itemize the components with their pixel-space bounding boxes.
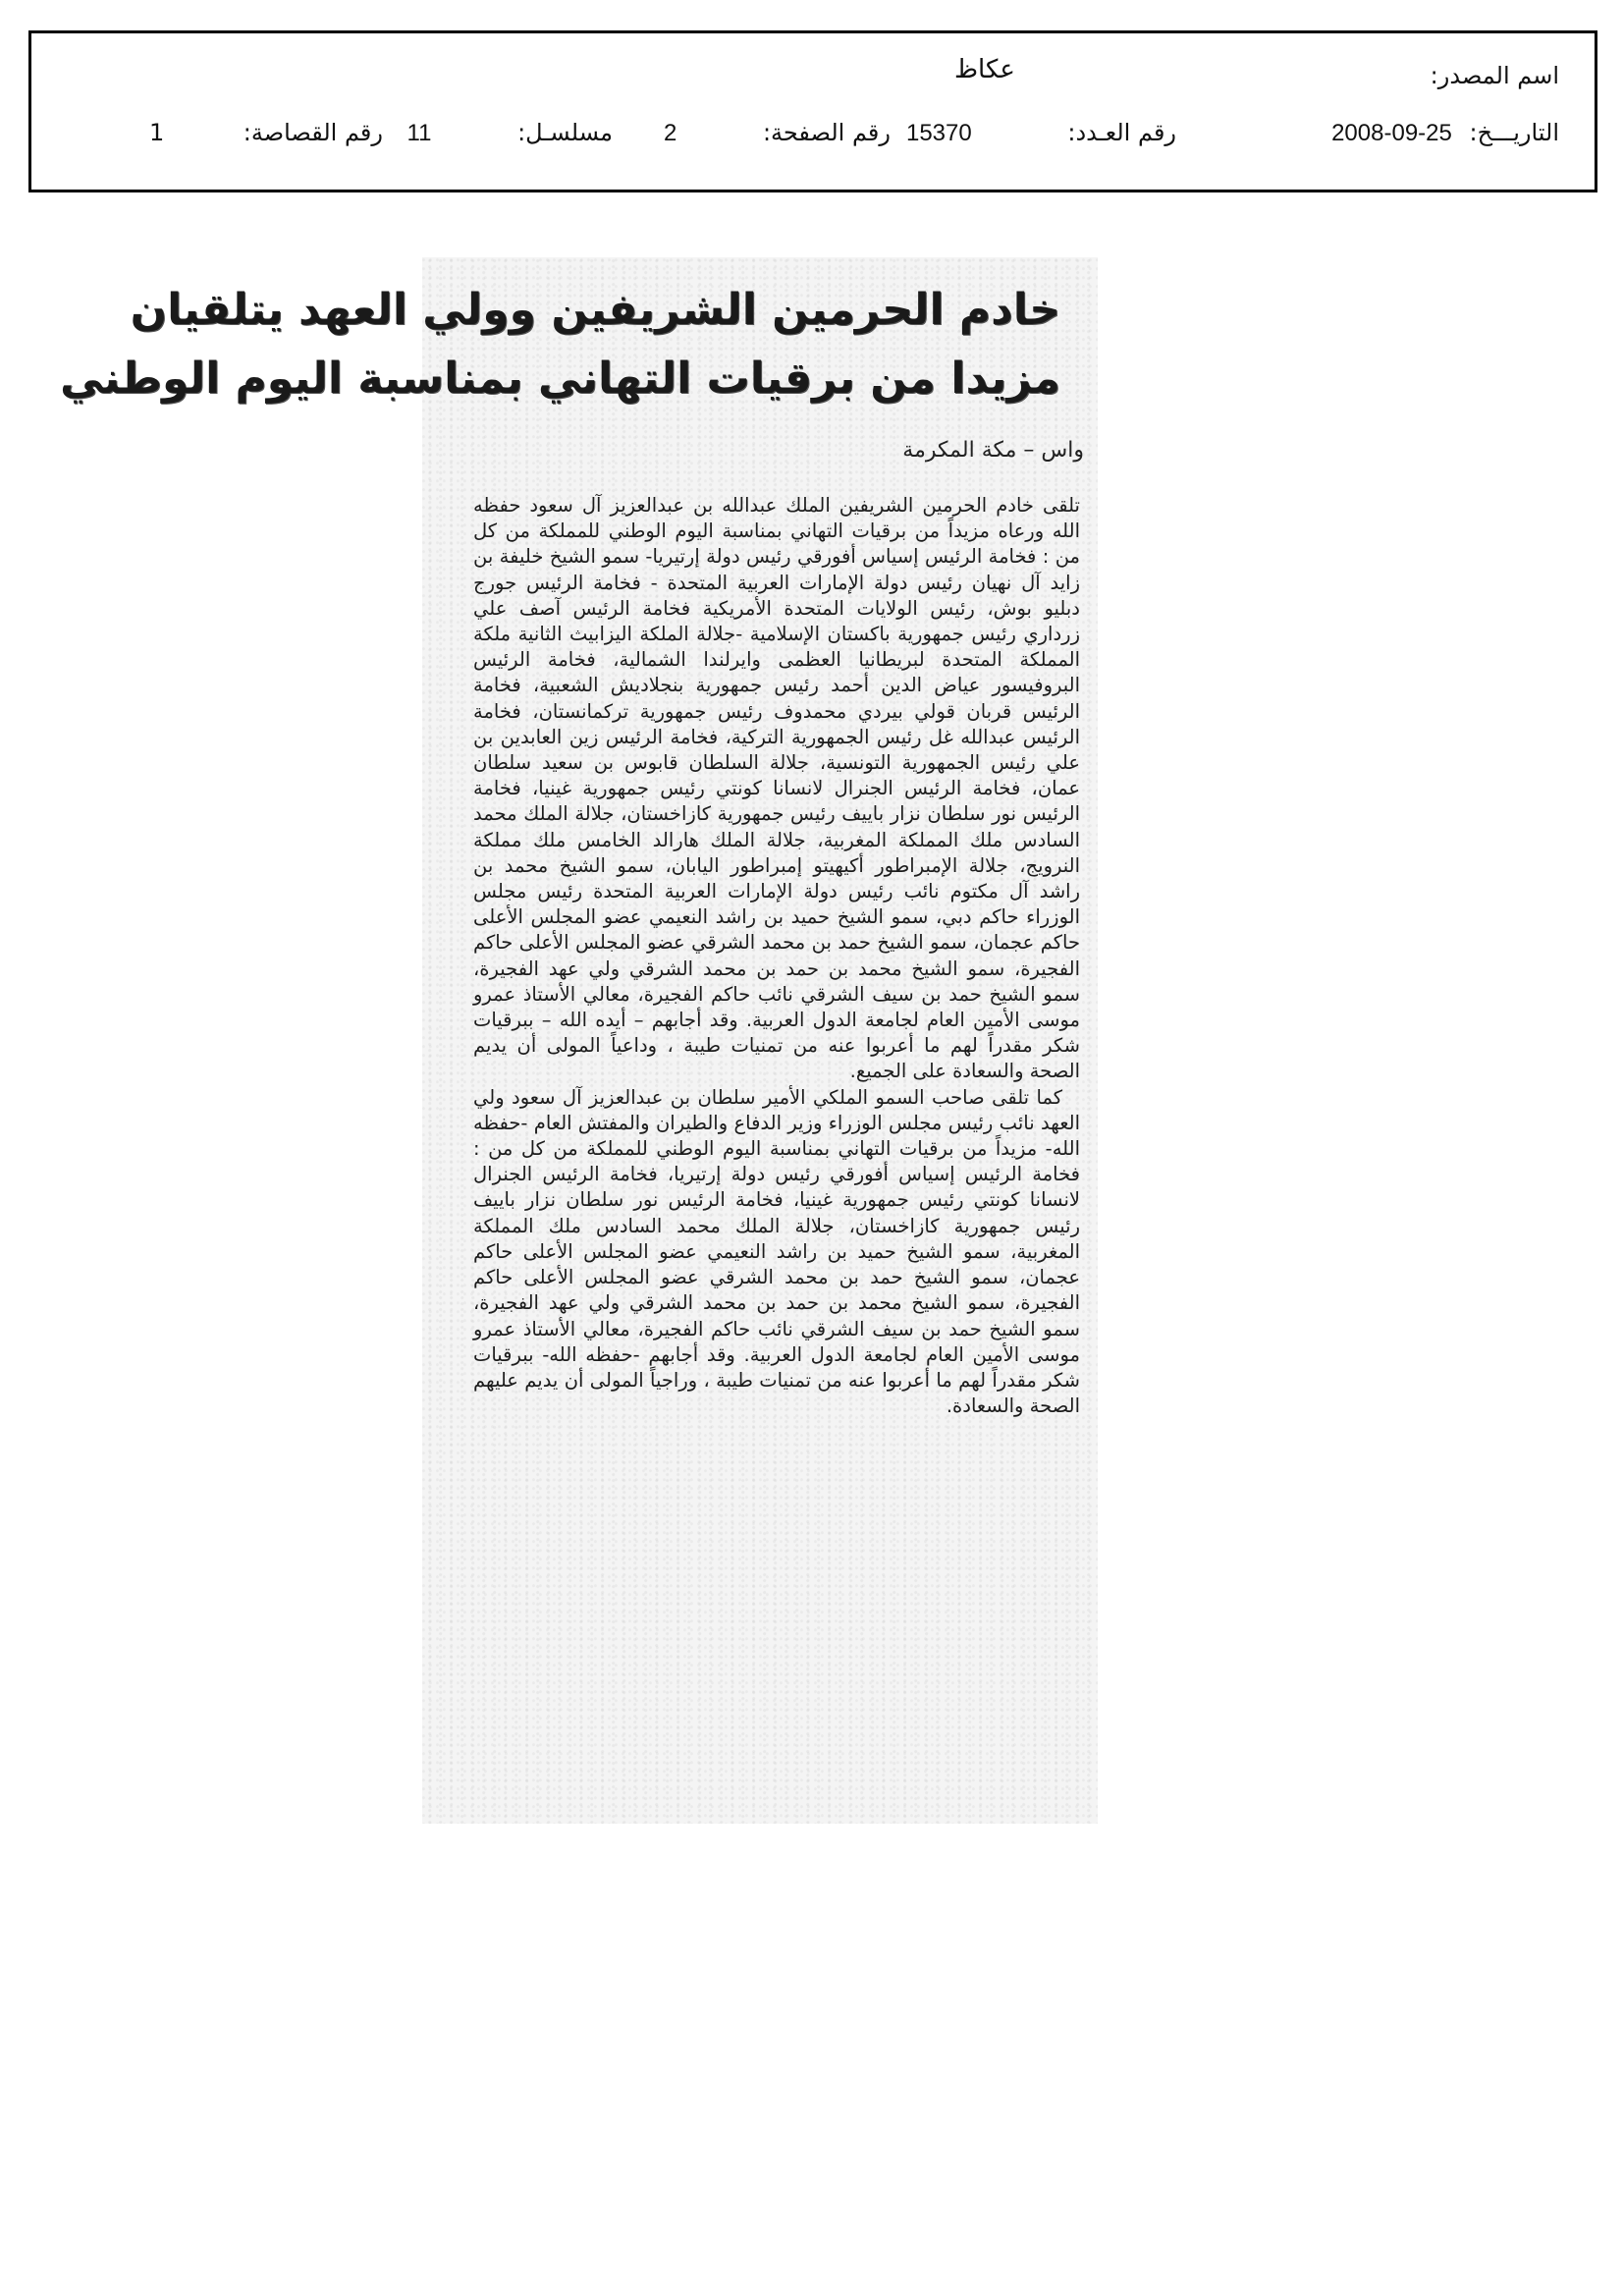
serial-value: 11 bbox=[406, 120, 432, 146]
date-value: 25-09-2008 bbox=[1331, 120, 1452, 146]
headline-line-1: خادم الحرمين الشريفين وولي العهد يتلقيان bbox=[130, 285, 1060, 335]
date-label: التاريـــخ: bbox=[1469, 119, 1559, 146]
page-field bbox=[664, 118, 891, 148]
page-value: 2 bbox=[663, 120, 677, 146]
clip-label: رقم القصاصة: bbox=[243, 119, 383, 146]
page-label: رقم الصفحة: bbox=[762, 119, 891, 146]
serial-field bbox=[407, 118, 613, 148]
article-body bbox=[473, 493, 1080, 1419]
serial-label: مسلسـل: bbox=[517, 119, 613, 146]
issue-field bbox=[906, 118, 1176, 148]
source-name: عكاظ bbox=[954, 55, 1015, 84]
article-paragraph-2: كما تلقى صاحب السمو الملكي الأمير سلطان بن عبدالعزيز آل سعود ولي العهد نائب رئيس مجلس الوزراء وزير الدفاع والطيران والمفتش العام -حفظه الله- مزيداً من برقيات التهاني بمناسبة اليوم الوطني للمملكة من كل من : فخامة الرئيس إسياس أفورقي رئيس دولة إرتيريا، فخامة الرئيس الجنرال لانسانا كونتي رئيس جمهورية غينيا، فخامة الرئيس نور سلطان نزار باييف رئيس جمهورية كازاخستان، جلالة الملك محمد السادس ملك المملكة المغربية، سمو الشيخ حميد بن راشد النعيمي عضو المجلس الأعلى حاكم عجمان، سمو الشيخ حمد بن محمد الشرقي عضو المجلس الأعلى حاكم الفجيرة، سمو الشيخ محمد بن حمد بن محمد الشرقي ولي عهد الفجيرة، سمو الشيخ حمد بن سيف الشرقي نائب حاكم الفجيرة، معالي الأستاذ عمرو موسى الأمين العام لجامعة الدول العربية. وقد أجابهم -حفظه الله- ببرقيات شكر مقدراً لهم ما أعربوا عنه من تمنيات طيبة ، وراجياً المولى أن يديم عليهم الصحة والسعادة. bbox=[473, 1085, 1080, 1418]
source-info-box bbox=[28, 30, 1597, 192]
date-field bbox=[1331, 118, 1559, 148]
headline-line-2: مزيدا من برقيات التهاني بمناسبة اليوم الوطني bbox=[60, 354, 1060, 404]
clip-field bbox=[234, 118, 383, 147]
source-label: اسم المصدر: bbox=[1430, 62, 1559, 89]
dateline: واس – مكة المكرمة bbox=[902, 438, 1084, 463]
issue-label: رقم العـدد: bbox=[1067, 119, 1176, 146]
clip-value: 1 bbox=[149, 119, 165, 146]
article-paragraph-1: تلقى خادم الحرمين الشريفين الملك عبدالله بن عبدالعزيز آل سعود حفظه الله ورعاه مزيداً من برقيات التهاني بمناسبة اليوم الوطني للمملكة من كل من : فخامة الرئيس إسياس أفورقي رئيس دولة إرتيريا- سمو الشيخ خليفة بن زايد آل نهيان رئيس دولة الإمارات العربية المتحدة - فخامة الرئيس جورج دبليو بوش، رئيس الولايات المتحدة الأمريكية فخامة الرئيس آصف علي زرداري رئيس جمهورية باكستان الإسلامية -جلالة الملكة اليزابيث الثانية ملكة المملكة المتحدة لبريطانيا العظمى وايرلندا الشمالية، فخامة الرئيس البروفيسور عياض الدين أحمد رئيس جمهورية بنجلاديش الشعبية، فخامة الرئيس قربان قولي بيردي محمدوف رئيس جمهورية تركمانستان، فخامة الرئيس عبدالله غل رئيس الجمهورية التركية، فخامة الرئيس زين العابدين بن علي رئيس الجمهورية التونسية، جلالة السلطان قابوس بن سعيد سلطان عمان، فخامة الرئيس الجنرال لانسانا كونتي رئيس جمهورية غينيا، فخامة الرئيس نور سلطان نزار باييف رئيس جمهورية كازاخستان، جلالة الملك محمد السادس ملك المملكة المغربية، جلالة الملك هارالد الخامس ملك مملكة النرويج، جلالة الإمبراطور أكيهيتو إمبراطور اليابان، سمو الشيخ محمد بن راشد آل مكتوم نائب رئيس دولة الإمارات العربية المتحدة رئيس مجلس الوزراء حاكم دبي، سمو الشيخ حميد بن راشد النعيمي عضو المجلس الأعلى حاكم عجمان، سمو الشيخ حمد بن محمد الشرقي عضو المجلس الأعلى حاكم الفجيرة، سمو الشيخ محمد بن حمد بن محمد الشرقي ولي عهد الفجيرة، سمو الشيخ حمد بن سيف الشرقي نائب حاكم الفجيرة، معالي الأستاذ عمرو موسى الأمين العام لجامعة الدول العربية. وقد أجابهم – أيده الله – ببرقيات شكر مقدراً لهم ما أعربوا عنه من تمنيات طيبة ، وداعياً المولى أن يديم الصحة والسعادة على الجميع. bbox=[473, 494, 1080, 1083]
issue-value: 15370 bbox=[905, 120, 972, 146]
newspaper-clipping bbox=[60, 257, 1098, 1824]
